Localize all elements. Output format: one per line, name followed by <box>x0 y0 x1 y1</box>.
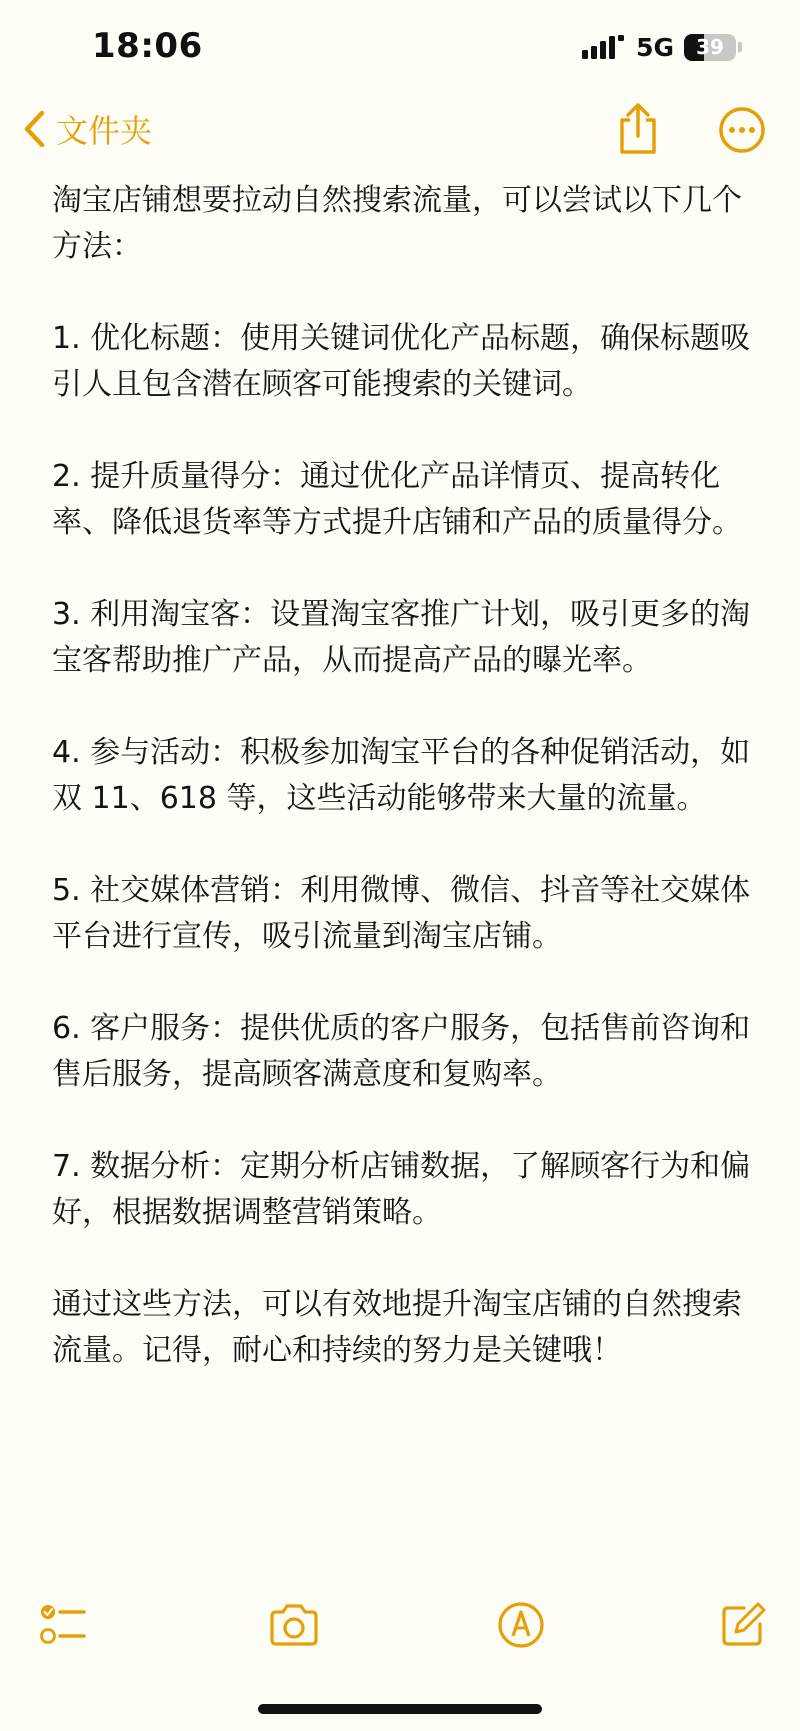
note-item-1: 1. 优化标题：使用关键词优化产品标题，确保标题吸引人且包含潜在顾客可能搜索的关键词。 <box>52 321 751 402</box>
chevron-left-icon <box>22 109 48 149</box>
note-item-6: 6. 客户服务：提供优质的客户服务，包括售前咨询和售后服务，提高顾客满意度和复购率。 <box>52 1011 751 1092</box>
note-item-5: 5. 社交媒体营销：利用微博、微信、抖音等社交媒体平台进行宣传，吸引流量到淘宝店铺。 <box>52 873 751 954</box>
note-item-2: 2. 提升质量得分：通过优化产品详情页、提高转化率、降低退货率等方式提升店铺和产品的质量得分。 <box>52 459 742 540</box>
battery-icon <box>684 34 736 61</box>
markup-pen-icon[interactable] <box>496 1600 546 1650</box>
note-item-4: 4. 参与活动：积极参加淘宝平台的各种促销活动，如双 11、618 等，这些活动能够带来大量的流量。 <box>52 735 751 816</box>
status-indicators <box>582 32 742 62</box>
battery-level: 39 <box>696 35 724 59</box>
nav-bar <box>0 100 800 162</box>
share-icon[interactable] <box>614 102 662 156</box>
note-conclusion: 通过这些方法，可以有效地提升淘宝店铺的自然搜索流量。记得，耐心和持续的努力是关键哦！ <box>52 1287 742 1368</box>
home-indicator <box>258 1704 542 1714</box>
back-button[interactable] <box>22 106 152 152</box>
compose-icon[interactable] <box>718 1600 768 1650</box>
checklist-icon[interactable] <box>38 1600 88 1650</box>
network-label: 5G <box>636 32 674 62</box>
signal-icon <box>582 35 626 59</box>
back-label: 文件夹 <box>56 112 153 150</box>
battery-tip <box>738 42 742 52</box>
note-item-7: 7. 数据分析：定期分析店铺数据，了解顾客行为和偏好，根据数据调整营销策略。 <box>52 1149 751 1230</box>
note-item-3: 3. 利用淘宝客：设置淘宝客推广计划，吸引更多的淘宝客帮助推广产品，从而提高产品的曝光率。 <box>52 597 751 678</box>
camera-icon[interactable] <box>268 1600 320 1650</box>
ellipsis-circle-icon[interactable] <box>718 106 766 154</box>
note-body[interactable] <box>52 178 752 1420</box>
status-bar <box>0 0 800 96</box>
status-time: 18:06 <box>92 26 203 66</box>
bottom-toolbar <box>0 1600 800 1660</box>
note-intro: 淘宝店铺想要拉动自然搜索流量，可以尝试以下几个方法： <box>52 183 742 264</box>
